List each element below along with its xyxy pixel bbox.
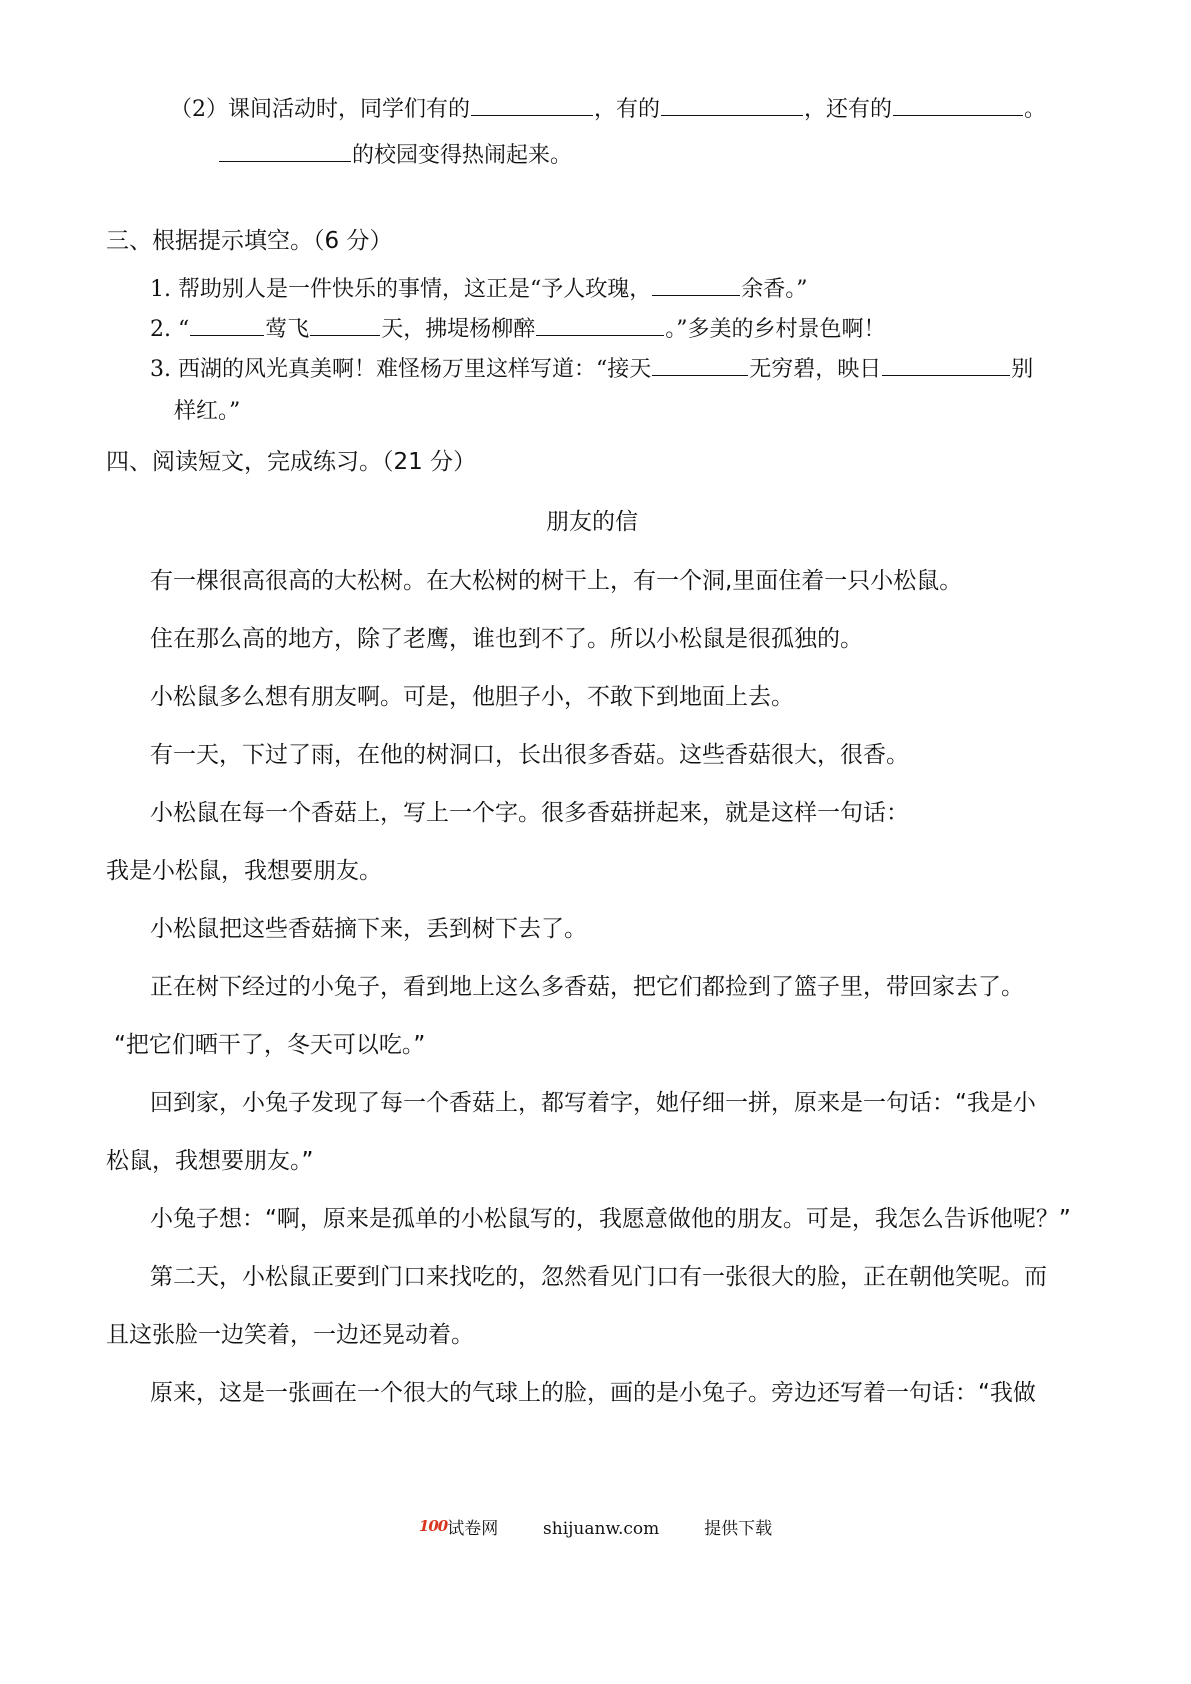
footer-note: 提供下载: [704, 1519, 773, 1539]
story-paragraph-12-cont: 且这张脸一边笑着，一边还晃动着。: [106, 1322, 474, 1348]
story-paragraph-5: 小松鼠在每一个香菇上，写上一个字。很多香菇拼起来，就是这样一句话：: [150, 800, 909, 826]
part3-q1: [150, 272, 807, 303]
q2-blank-3[interactable]: [893, 95, 1023, 116]
page-footer: [0, 1514, 1191, 1539]
story-paragraph-10-cont: 松鼠，我想要朋友。”: [106, 1148, 314, 1174]
q2-blank-1[interactable]: [471, 95, 593, 116]
part3-q2-text-b: 莺飞: [265, 317, 310, 342]
story-paragraph-6: 我是小松鼠，我想要朋友。: [106, 858, 382, 884]
part3-q3-line-2: 样红。”: [174, 399, 241, 424]
part3-q3-blank-1[interactable]: [652, 355, 748, 376]
part3-q3-blank-2[interactable]: [882, 355, 1010, 376]
q2-text-a: 课间活动时，同学们有的: [228, 97, 471, 122]
part3-q3-text-c: 别: [1011, 357, 1034, 382]
part3-q2-blank-1[interactable]: [190, 315, 264, 336]
story-paragraph-9: “把它们晒干了，冬天可以吃。”: [114, 1032, 426, 1058]
part3-q1-blank[interactable]: [652, 275, 740, 296]
part3-q2-blank-3[interactable]: [536, 315, 664, 336]
q2-text-c: ，还有的: [804, 97, 893, 122]
logo-100-icon: 100: [418, 1517, 448, 1535]
part3-heading: 三、根据提示填空。（6 分）: [106, 228, 393, 254]
part3-q3-line-1: [150, 352, 1033, 383]
q2-blank-2[interactable]: [661, 95, 803, 116]
q2-text-b: ，有的: [594, 97, 661, 122]
story-paragraph-10: 回到家，小兔子发现了每一个香菇上，都写着字，她仔细一拼，原来是一句话：“我是小: [150, 1090, 1036, 1116]
footer-logo-text: 试卷网: [447, 1519, 499, 1539]
part3-q3-text-a: 3. 西湖的风光真美啊！难怪杨万里这样写道：“接天: [150, 357, 652, 382]
story-paragraph-4: 有一天，下过了雨，在他的树洞口，长出很多香菇。这些香菇很大，很香。: [150, 742, 909, 768]
story-paragraph-8: 正在树下经过的小兔子，看到地上这么多香菇，把它们都捡到了篮子里，带回家去了。: [150, 974, 1024, 1000]
footer-site[interactable]: shijuanw.com: [543, 1519, 660, 1539]
part3-q2-text-a: 2. “: [150, 317, 190, 342]
story-paragraph-3: 小松鼠多么想有朋友啊。可是，他胆子小，不敢下到地面上去。: [150, 684, 794, 710]
story-paragraph-11: 小兔子想：“啊，原来是孤单的小松鼠写的，我愿意做他的朋友。可是，我怎么告诉他呢？”: [150, 1206, 1071, 1232]
q2-line-1: [170, 92, 1046, 123]
q2-label: （2）: [170, 97, 228, 122]
part3-q2-text-d: 。”多美的乡村景色啊！: [665, 317, 886, 342]
q2-line-2: [218, 138, 572, 169]
story-paragraph-13: 原来，这是一张画在一个很大的气球上的脸，画的是小兔子。旁边还写着一句话：“我做: [150, 1380, 1036, 1406]
part3-q1-text-b: 余香。”: [741, 277, 808, 302]
part3-q1-text-a: 1. 帮助别人是一件快乐的事情，这正是“予人玫瑰，: [150, 277, 652, 302]
story-paragraph-2: 住在那么高的地方，除了老鹰，谁也到不了。所以小松鼠是很孤独的。: [150, 626, 863, 652]
story-paragraph-12: 第二天，小松鼠正要到门口来找吃的，忽然看见门口有一张很大的脸，正在朝他笑呢。而: [150, 1264, 1047, 1290]
part3-q2-blank-2[interactable]: [310, 315, 380, 336]
part4-heading: 四、阅读短文，完成练习。（21 分）: [106, 449, 477, 475]
q2-blank-4[interactable]: [219, 141, 351, 162]
part3-q2: [150, 312, 886, 343]
part3-q3-text-b: 无穷碧，映日: [749, 357, 882, 382]
story-paragraph-7: 小松鼠把这些香菇摘下来，丢到树下去了。: [150, 916, 587, 942]
story-title: 朋友的信: [546, 509, 638, 535]
story-paragraph-1: 有一棵很高很高的大松树。在大松树的树干上，有一个洞,里面住着一只小松鼠。: [150, 568, 963, 594]
footer-logo: [419, 1514, 498, 1539]
q2-text-d: 。: [1024, 97, 1047, 122]
q2-text-e: 的校园变得热闹起来。: [352, 143, 573, 168]
part3-q2-text-c: 天，拂堤杨柳醉: [381, 317, 536, 342]
